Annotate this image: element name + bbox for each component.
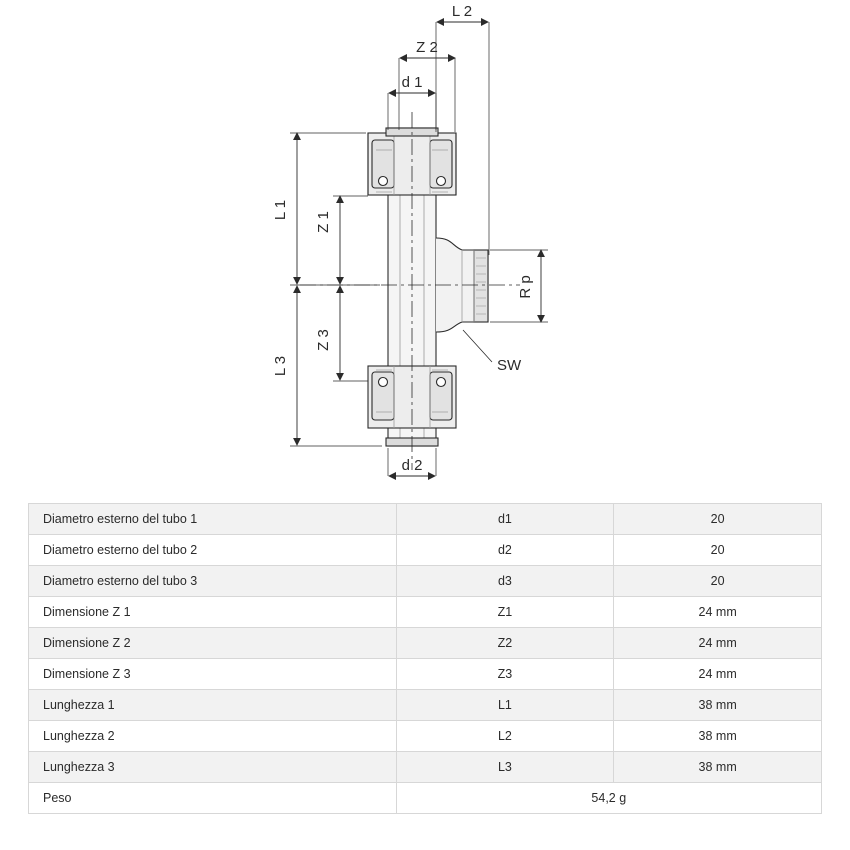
table-row bbox=[29, 597, 822, 628]
table-row bbox=[29, 504, 822, 535]
table-cell-name: Lunghezza 2 bbox=[29, 721, 397, 752]
table-cell-value: 38 mm bbox=[614, 752, 822, 783]
table-cell-value: 24 mm bbox=[614, 659, 822, 690]
table-cell-value: 24 mm bbox=[614, 628, 822, 659]
dimension-label-l3: L 3 bbox=[272, 355, 289, 377]
table-cell-name: Peso bbox=[29, 783, 397, 814]
table-cell-symbol: Z1 bbox=[396, 597, 614, 628]
dimension-label-z2: Z 2 bbox=[416, 39, 438, 56]
table-cell-symbol: d1 bbox=[396, 504, 614, 535]
table-cell-symbol: L2 bbox=[396, 721, 614, 752]
table-cell-value: 24 mm bbox=[614, 597, 822, 628]
table-cell-name: Dimensione Z 2 bbox=[29, 628, 397, 659]
table-row bbox=[29, 783, 822, 814]
table-cell-symbol: d2 bbox=[396, 535, 614, 566]
table-cell-symbol: d3 bbox=[396, 566, 614, 597]
table-cell-name: Dimensione Z 3 bbox=[29, 659, 397, 690]
table-cell-symbol: L1 bbox=[396, 690, 614, 721]
dimension-label-sw: SW bbox=[497, 357, 522, 374]
dimension-label-l1: L 1 bbox=[272, 199, 289, 221]
fitting-body bbox=[368, 128, 488, 446]
table-row bbox=[29, 659, 822, 690]
table-cell-value: 54,2 g bbox=[396, 783, 821, 814]
specification-table bbox=[28, 503, 822, 814]
table-cell-symbol: Z2 bbox=[396, 628, 614, 659]
table-cell-name: Lunghezza 3 bbox=[29, 752, 397, 783]
dimension-label-rp: R p bbox=[517, 275, 534, 299]
table-cell-symbol: L3 bbox=[396, 752, 614, 783]
table-cell-value: 38 mm bbox=[614, 721, 822, 752]
dimension-label-d1: d 1 bbox=[401, 74, 423, 91]
table-row bbox=[29, 690, 822, 721]
table-cell-symbol: Z3 bbox=[396, 659, 614, 690]
table-row bbox=[29, 721, 822, 752]
dimension-label-z3: Z 3 bbox=[315, 329, 332, 351]
table-cell-name: Diametro esterno del tubo 1 bbox=[29, 504, 397, 535]
table-cell-name: Dimensione Z 1 bbox=[29, 597, 397, 628]
table-row bbox=[29, 535, 822, 566]
dimension-label-z1: Z 1 bbox=[315, 211, 332, 233]
table-cell-name: Diametro esterno del tubo 2 bbox=[29, 535, 397, 566]
table-cell-value: 20 bbox=[614, 504, 822, 535]
table-row bbox=[29, 752, 822, 783]
dimension-label-d2: d 2 bbox=[401, 457, 423, 474]
table-cell-name: Lunghezza 1 bbox=[29, 690, 397, 721]
table-cell-value: 38 mm bbox=[614, 690, 822, 721]
table-cell-value: 20 bbox=[614, 535, 822, 566]
table-row bbox=[29, 628, 822, 659]
specification-table-body bbox=[29, 504, 822, 814]
table-cell-name: Diametro esterno del tubo 3 bbox=[29, 566, 397, 597]
dimension-label-l2: L 2 bbox=[451, 3, 473, 20]
table-cell-value: 20 bbox=[614, 566, 822, 597]
table-row bbox=[29, 566, 822, 597]
